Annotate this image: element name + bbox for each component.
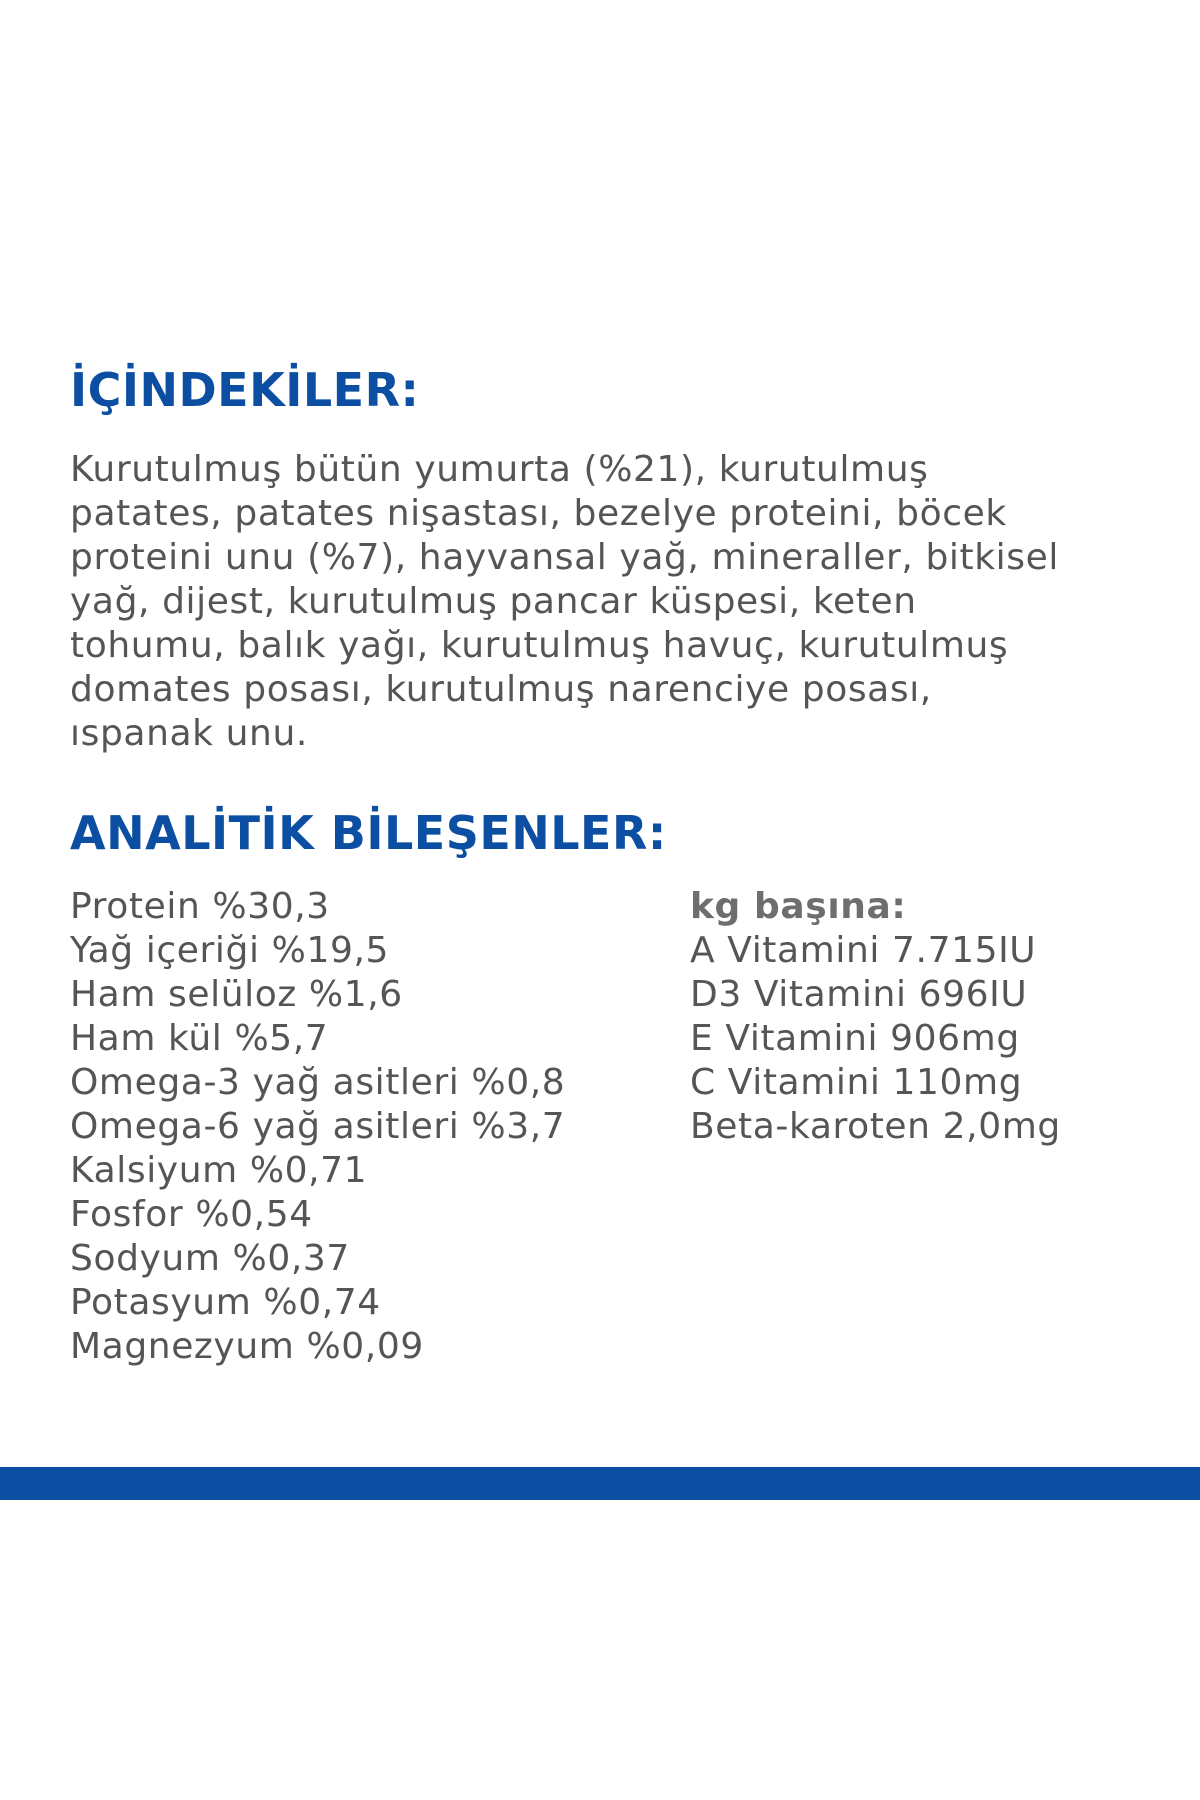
analytic-item-phosphorus: Fosfor %0,54 (70, 1194, 313, 1235)
per-kg-item-beta-carotene: Beta-karoten 2,0mg (690, 1106, 1061, 1147)
analytic-item-omega6: Omega-6 yağ asitleri %3,7 (70, 1106, 566, 1147)
bottom-accent-bar (0, 1467, 1200, 1500)
analytic-item-omega3: Omega-3 yağ asitleri %0,8 (70, 1062, 566, 1103)
analytic-item-potassium: Potasyum %0,74 (70, 1282, 381, 1323)
analytic-item-sodium: Sodyum %0,37 (70, 1238, 350, 1279)
analytic-item-calcium: Kalsiyum %0,71 (70, 1150, 368, 1191)
per-kg-item-vitamin-c: C Vitamini 110mg (690, 1062, 1023, 1103)
analytic-item-fibre: Ham selüloz %1,6 (70, 974, 403, 1015)
per-kg-list (690, 885, 1061, 1149)
ingredients-heading: İÇİNDEKİLER: (70, 363, 420, 417)
analytic-item-protein: Protein %30,3 (70, 886, 330, 927)
per-kg-item-vitamin-a: A Vitamini 7.715IU (690, 930, 1037, 971)
analytic-item-fat: Yağ içeriği %19,5 (70, 930, 389, 971)
ingredients-text: Kurutulmuş bütün yumurta (%21), kurutulmuş patates, patates nişastası, bezelye proteini, böcek proteini unu (%7), hayvansal yağ, mineraller, bitkisel yağ, dijest, kurutulmuş pancar küspesi, keten tohumu, balık yağı, kurutulmuş havuç, kurutulmuş domates posası, kurutulmuş narenciye posası, ıspanak unu. (70, 449, 1059, 754)
analytic-components-list (70, 885, 565, 1369)
analytic-components-heading: ANALİTİK BİLEŞENLER: (70, 806, 667, 860)
per-kg-item-vitamin-d3: D3 Vitamini 696IU (690, 974, 1028, 1015)
analytic-item-magnesium: Magnezyum %0,09 (70, 1326, 424, 1367)
per-kg-item-vitamin-e: E Vitamini 906mg (690, 1018, 1020, 1059)
per-kg-title: kg başına: (690, 886, 907, 927)
analytic-item-ash: Ham kül %5,7 (70, 1018, 329, 1059)
